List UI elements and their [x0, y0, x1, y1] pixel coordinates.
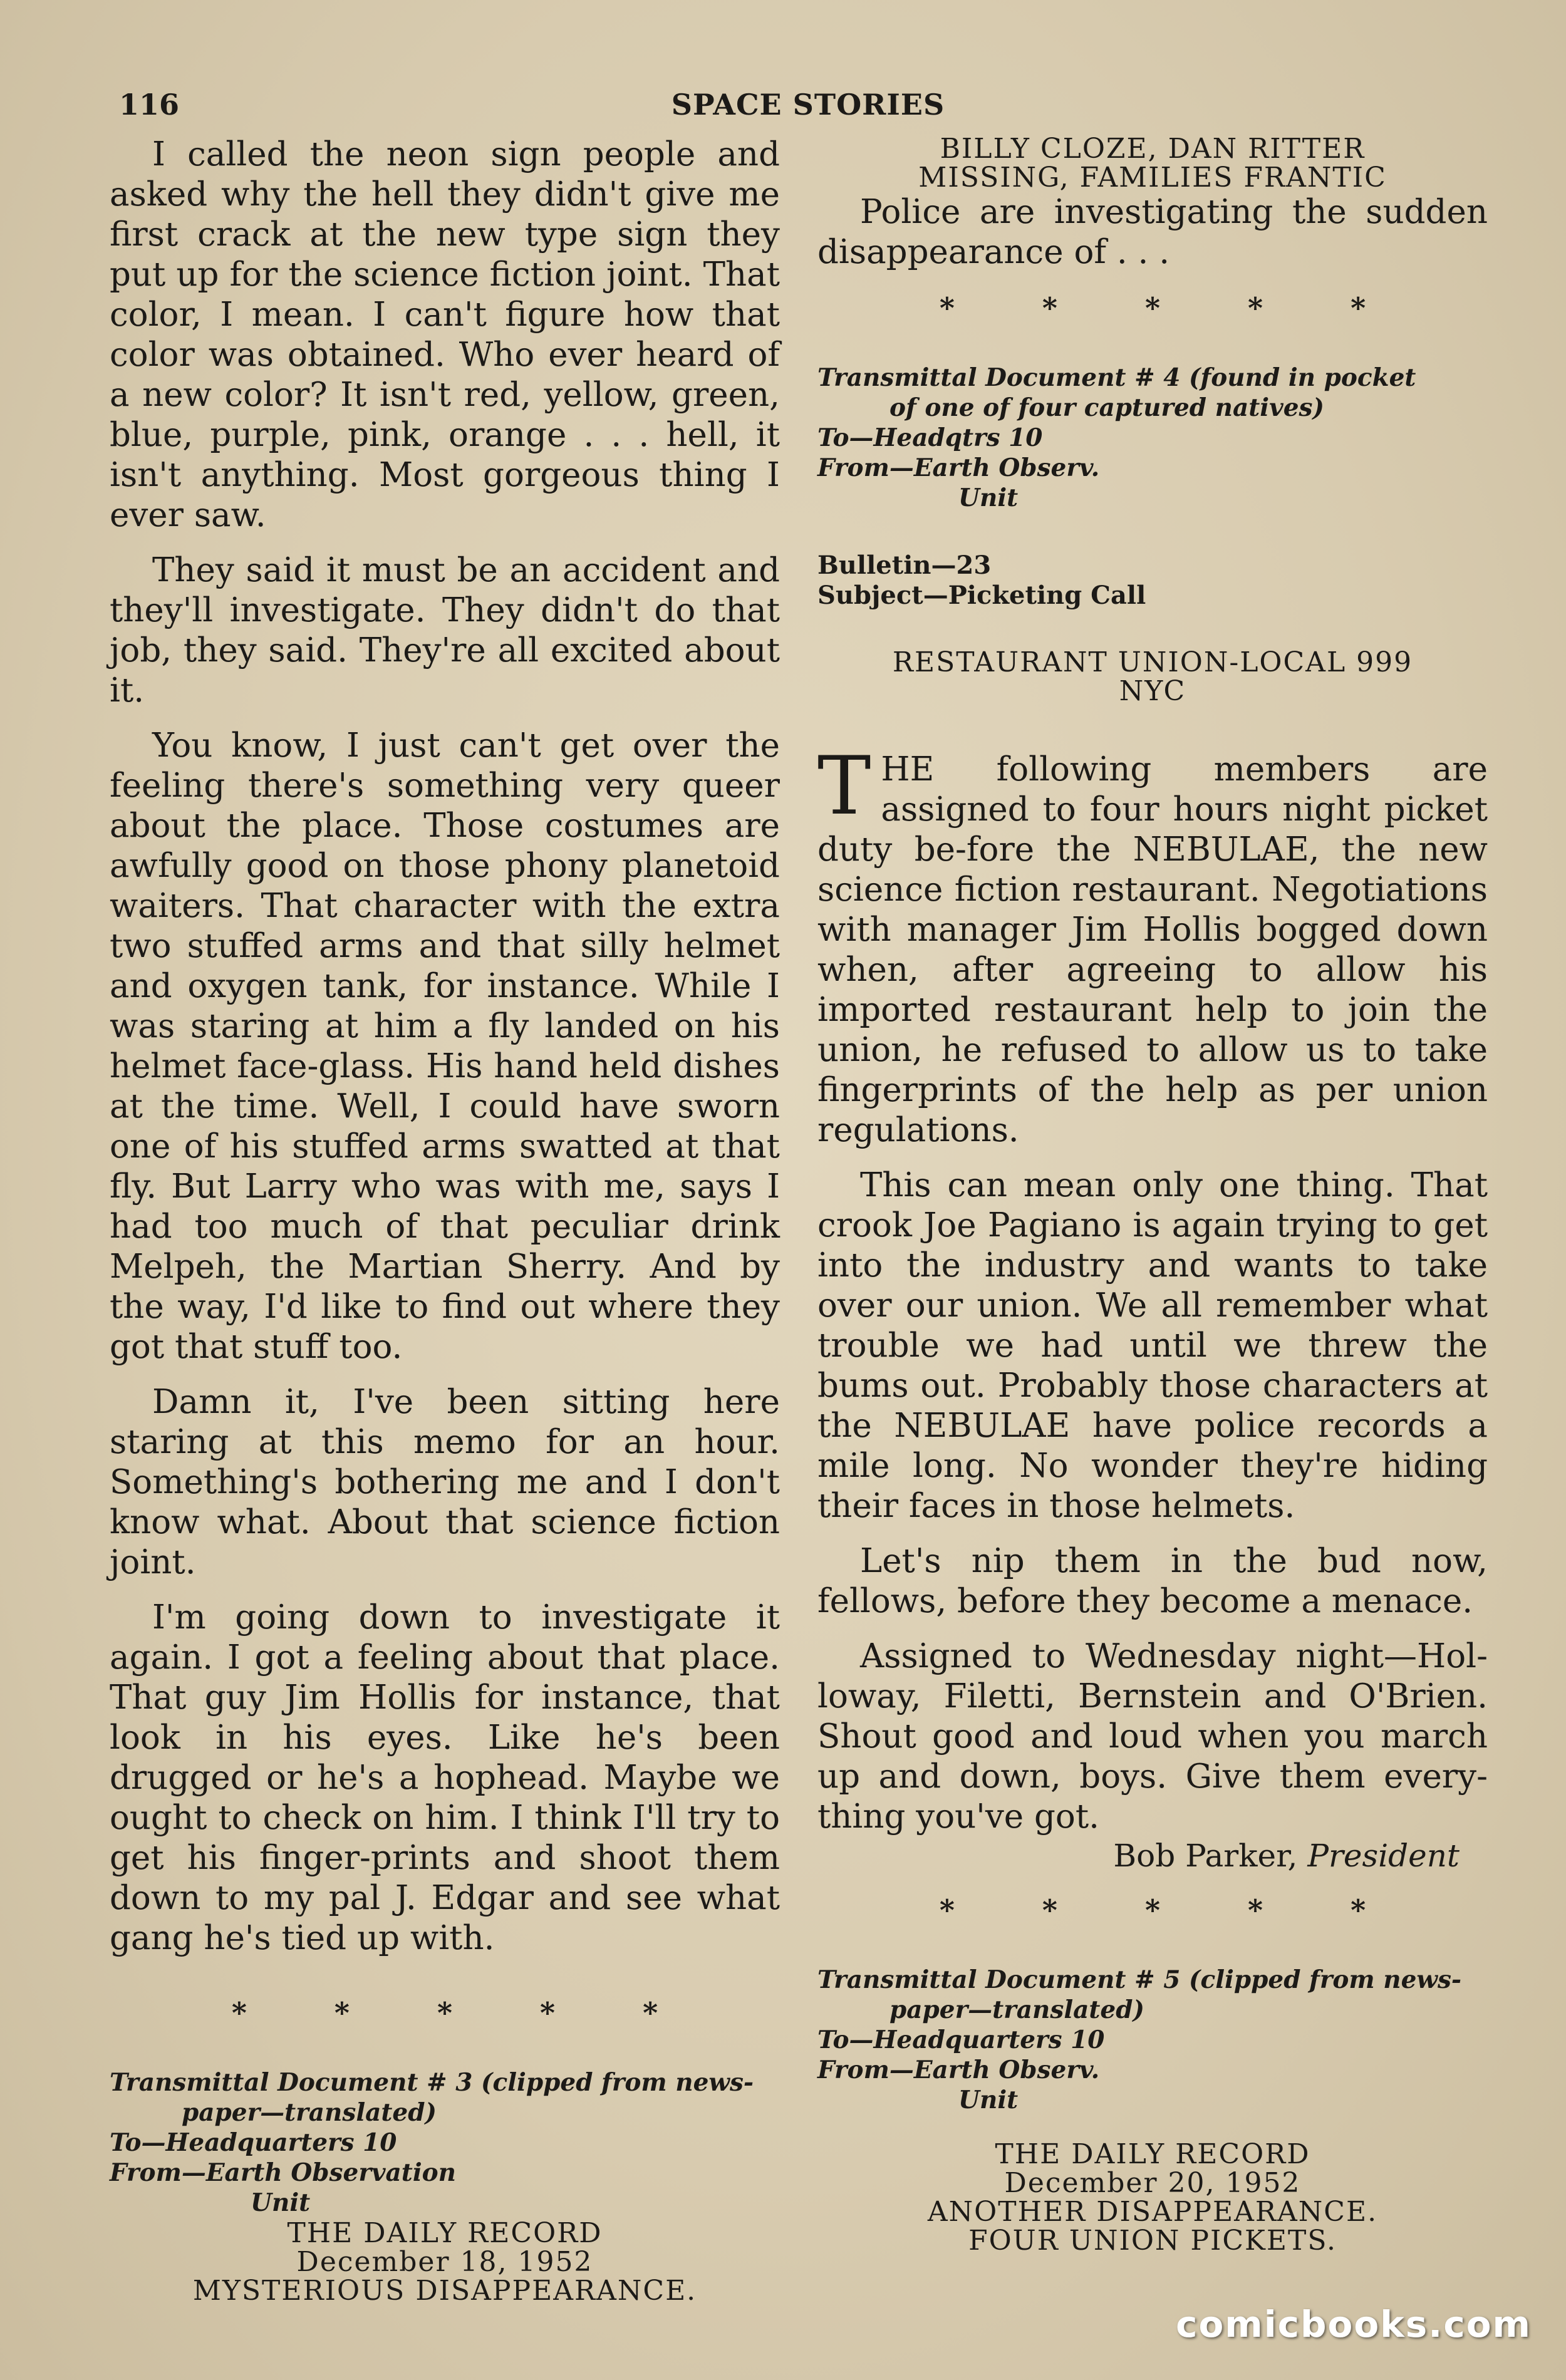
union-paragraph [817, 740, 1488, 1151]
union-name: RESTAURANT UNION-LOCAL 999 [892, 646, 1413, 678]
page-header [119, 88, 1497, 132]
signoff [817, 1837, 1460, 1875]
union-paragraph: This can mean only one thing. That crook Joe Pagiano is again trying to get into the industry and wants to take over our union. We all remember what trouble we had until we threw the bums out. Probably those characters at the NEBULAE have police records a mile long. No wonder they're hiding their faces in those helmets. [817, 1166, 1488, 1525]
transmittal-line: To—Headqtrs 10 [817, 423, 1043, 452]
story-paragraph: I'm going down to investigate it again. I got a feeling about that place. That guy Jim Hollis for instance, that look in his eyes. Like he's been drugged or he's a hophead. Maybe we ought to check on him. I think I'll try to get his finger-prints and shoot them down to my pal J. Edgar and see what gang he's tied up with. [110, 1598, 780, 1957]
union-paragraph: Assigned to Wednesday night—Hol-loway, Filetti, Bernstein and O'Brien. Shout good and loud when you march up and down, boys. Give them every-thing you've got. [817, 1637, 1488, 1836]
story-paragraph: I called the neon sign people and asked why the hell they didn't give me first crack at the new type sign they put up for the science fiction joint. That color, I mean. I can't figure how that color was obtained. Who ever heard of a new color? It isn't red, yellow, green, blue, purple, pink, orange . . . hell, it isn't anything. Most gorgeous thing I ever saw. [110, 135, 780, 534]
transmittal-line: To—Headquarters 10 [110, 2128, 397, 2157]
section-separator: * * * * * [939, 1893, 1405, 1927]
union-paragraph-text: HE following members are assigned to four hours night picket duty be-fore the NEBULAE, the new science fiction restaurant. Negotiations with manager Jim Hollis bogged down when, after agreeing to allow his imported restaurant help to join the union, he refused to allow us to take fingerprints of the help as per union regulations. [817, 750, 1488, 1149]
transmittal-document-3 [110, 2067, 780, 2218]
transmittal-line: From—Earth Observ. [817, 453, 1100, 482]
union-paragraph: Let's nip them in the bud now, fellows, before they become a menace. [817, 1542, 1488, 1620]
section-separator: * * * * * [939, 291, 1405, 325]
newspaper-headline: ANOTHER DISAPPEARANCE. [927, 2196, 1378, 2228]
signoff-title: President [1307, 1838, 1460, 1874]
newspaper-name: THE DAILY RECORD [287, 2217, 603, 2249]
transmittal-line: From—Earth Observation [110, 2158, 457, 2187]
newspaper-date: December 18, 1952 [296, 2246, 593, 2278]
newspaper-headline: FOUR UNION PICKETS. [968, 2225, 1337, 2257]
bulletin-subject: Subject—Picketing Call [817, 581, 1146, 610]
page-number: 116 [119, 88, 180, 122]
newspaper-date: December 20, 1952 [1004, 2167, 1301, 2199]
running-title: SPACE STORIES [671, 88, 945, 122]
transmittal-line: Unit [958, 2086, 1019, 2114]
news-paragraph: Police are investigating the sudden disappearance of . . . [817, 193, 1488, 271]
story-paragraph: You know, I just can't get over the feeling there's something very queer about the place. Those costumes are awfully good on those phony planetoid waiters. That character with the extra two stuffed arms and that silly helmet and oxygen tank, for instance. While I was staring at him a fly landed on his helmet face-glass. His hand held dishes at the time. Well, I could have sworn one of his stuffed arms swatted at that fly. But Larry who was with me, says I had too much of that peculiar drink Melpeh, the Martian Sherry. And by the way, I'd like to find out where they got that stuff too. [110, 727, 780, 1366]
transmittal-document-5 [817, 1965, 1488, 2115]
transmittal-line: Transmittal Document # 3 (clipped from news- [110, 2068, 754, 2097]
transmittal-line: paper—translated) [889, 1995, 1144, 2024]
site-watermark: comicbooks.com [1176, 2303, 1532, 2346]
transmittal-document-4 [817, 363, 1488, 513]
newspaper-name: THE DAILY RECORD [995, 2138, 1310, 2170]
section-separator: * * * * * [231, 1996, 697, 2030]
transmittal-line: Transmittal Document # 4 (found in pocket [817, 363, 1416, 392]
story-paragraph: Damn it, I've been sitting here staring at this memo for an hour. Something's bothering me and I don't know what. About that science fiction joint. [110, 1383, 780, 1581]
right-column [817, 135, 1488, 2255]
transmittal-line: To—Headquarters 10 [817, 2026, 1105, 2054]
union-city: NYC [1119, 675, 1186, 707]
left-column [110, 135, 780, 2305]
transmittal-line: of one of four captured natives) [889, 393, 1324, 422]
bulletin-number: Bulletin—23 [817, 551, 992, 580]
transmittal-line: From—Earth Observ. [817, 2056, 1100, 2084]
drop-cap: T [817, 740, 871, 833]
news-headline: MISSING, FAMILIES FRANTIC [918, 162, 1387, 194]
bulletin-block [817, 551, 1488, 611]
story-paragraph: They said it must be an accident and they'll investigate. They didn't do that job, they said. They're all excited about it. [110, 551, 780, 710]
transmittal-line: Unit [251, 2188, 311, 2217]
transmittal-line: paper—translated) [182, 2098, 437, 2127]
newspaper-headline: MYSTERIOUS DISAPPEARANCE. [192, 2275, 697, 2307]
news-headline: BILLY CLOZE, DAN RITTER [940, 133, 1366, 165]
signoff-name: Bob Parker, [1113, 1838, 1298, 1874]
transmittal-line: Unit [958, 484, 1019, 512]
transmittal-line: Transmittal Document # 5 (clipped from news- [817, 1965, 1462, 1994]
